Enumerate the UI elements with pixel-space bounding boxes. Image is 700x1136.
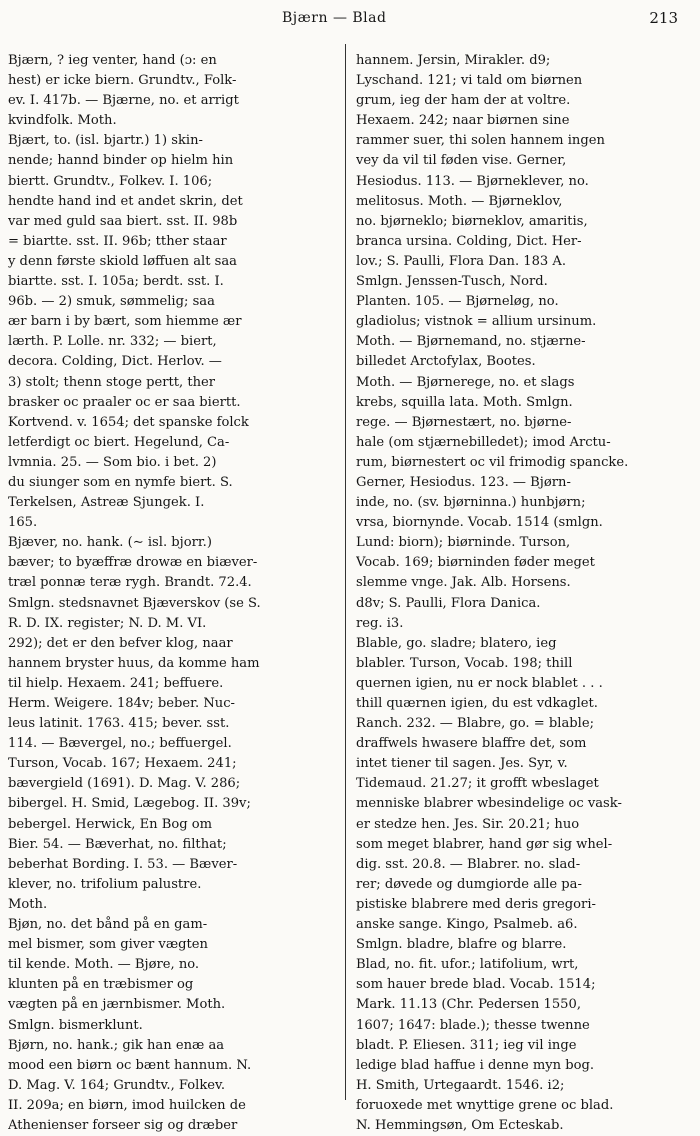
text-line: draffwels hwasere blaffre det, som <box>356 736 587 752</box>
text-line: Bjørn, no. hank.; gik han enæ aa <box>8 1037 225 1053</box>
text-line: inde, no. (sv. bjørninna.) hunbjørn; <box>356 495 586 511</box>
text-line: pistiske blabrere med deris gregori- <box>356 896 596 912</box>
text-line: Lyschand. 121; vi tald om biørnen <box>356 73 583 89</box>
text-line: som meget blabrer, hand gør sig whel- <box>356 836 613 852</box>
text-line: var med guld saa biert. sst. II. 98b <box>8 213 238 229</box>
text-line: du siunger som en nymfe biert. S. <box>8 474 233 490</box>
text-line: vey da vil til føden vise. Gerner, <box>356 153 567 169</box>
text-line: Smlgn. Jenssen-Tusch, Nord. <box>356 274 548 290</box>
text-line: d8v; S. Paulli, Flora Danica. <box>356 595 541 611</box>
text-line: foruoxede met wnyttige grene oc blad. <box>356 1097 614 1113</box>
text-line: Herm. Weigere. 184v; beber. Nuc- <box>8 696 235 711</box>
text-line: brasker oc praaler oc er saa biertt. <box>8 394 241 410</box>
text-line: 292); det er den befver klog, naar <box>8 635 233 651</box>
text-line: vrsa, biornynde. Vocab. 1514 (smlgn. <box>356 515 603 531</box>
text-line: Athenienser forseer sig og dræber <box>8 1117 238 1133</box>
text-line: hendte hand ind et andet skrin, det <box>8 193 243 209</box>
text-line: hannem. Jersin, Mirakler. d9; <box>356 53 551 68</box>
text-line: træl ponnæ teræ rygh. Brandt. 72.4. <box>8 575 252 591</box>
text-line: bibergel. H. Smid, Lægebog. II. 39v; <box>8 796 251 812</box>
text-line: ev. I. 417b. — Bjærne, no. et arrigt <box>8 93 239 109</box>
text-line: reg. i3. <box>356 615 404 631</box>
text-line: thill quærnen igien, du est vdkaglet. <box>356 696 598 711</box>
text-line: lærth. P. Lolle. nr. 332; — biert, <box>8 334 217 350</box>
text-line: no. bjørneklo; biørneklov, amaritis, <box>356 213 588 229</box>
text-line: Tidemaud. 21.27; it grofft wbeslaget <box>356 776 599 792</box>
text-line: Mark. 11.13 (Chr. Pedersen 1550, <box>356 997 581 1013</box>
text-line: til hielp. Hexaem. 241; beffuere. <box>8 675 224 691</box>
text-line: Lund: biorn); biørninde. Turson, <box>356 535 571 551</box>
page-number: 213 <box>649 9 678 27</box>
text-line: blabler. Turson, Vocab. 198; thill <box>356 655 573 671</box>
text-line: D. Mag. V. 164; Grundtv., Folkev. <box>8 1077 226 1093</box>
text-line: Bjært, to. (isl. bjartr.) 1) skin- <box>8 133 203 149</box>
text-line: klever, no. trifolium palustre. <box>8 876 202 892</box>
text-line: menniske blabrer wbesindelige oc vask- <box>356 796 622 812</box>
text-line: Smlgn. bismerklunt. <box>8 1017 143 1033</box>
text-line: bladt. P. Eliesen. 311; ieg vil inge <box>356 1037 577 1053</box>
text-line: Ranch. 232. — Blabre, go. = blable; <box>356 716 594 732</box>
text-line: biartte. sst. I. 105a; berdt. sst. I. <box>8 274 224 290</box>
text-line: rum, biørnestert oc vil frimodig spancke. <box>356 454 629 470</box>
text-line: beberhat Bording. I. 53. — Bæver- <box>8 856 238 872</box>
text-line: Bjøn, no. det bånd på en gam- <box>8 917 208 933</box>
text-line: Gerner, Hesiodus. 123. — Bjørn- <box>356 474 571 490</box>
text-line: grum, ieg der ham der at voltre. <box>356 93 571 109</box>
text-line: Bjæver, no. hank. (∼ isl. bjorr.) <box>8 535 212 551</box>
running-head: Bjærn — Blad <box>282 10 387 26</box>
text-line: y denn første skiold løffuen alt saa <box>8 253 237 269</box>
text-line: Vocab. 169; biørninden føder meget <box>356 555 595 571</box>
column-divider <box>345 44 346 1100</box>
text-line: 1607; 1647: blade.); thesse twenne <box>356 1017 590 1033</box>
text-line: Smlgn. bladre, blafre og blarre. <box>356 937 567 953</box>
text-line: som hauer brede blad. Vocab. 1514; <box>356 977 596 993</box>
text-line: lov.; S. Paulli, Flora Dan. 183 A. <box>356 253 567 269</box>
text-line: 165. <box>8 515 38 531</box>
text-line: Blad, no. fit. ufor.; latifolium, wrt, <box>356 957 579 973</box>
text-line: rammer suer, thi solen hannem ingen <box>356 133 605 149</box>
text-line: 96b. — 2) smuk, sømmelig; saa <box>8 294 215 310</box>
text-line: letferdigt oc biert. Hegelund, Ca- <box>8 434 230 450</box>
left-column <box>8 51 340 1136</box>
text-line: intet tiener til sagen. Jes. Syr, v. <box>356 756 568 772</box>
text-line: R. D. IX. register; N. D. M. VI. <box>8 615 207 631</box>
text-line: Terkelsen, Astreæ Sjungek. I. <box>8 495 205 511</box>
text-line: klunten på en træbismer og <box>8 977 194 993</box>
text-line: Moth. — Bjørnerege, no. et slags <box>356 374 575 390</box>
text-line: Moth. <box>8 896 48 912</box>
text-line: Moth. — Bjørnemand, no. stjærne- <box>356 334 586 350</box>
text-line: Turson, Vocab. 167; Hexaem. 241; <box>8 756 237 772</box>
text-line: hannem bryster huus, da komme ham <box>8 655 260 671</box>
text-line: krebs, squilla lata. Moth. Smlgn. <box>356 394 573 410</box>
text-line: Planten. 105. — Bjørneløg, no. <box>356 294 559 310</box>
text-line: II. 209a; en biørn, imod huilcken de <box>8 1097 246 1113</box>
text-line: rege. — Bjørnestært, no. bjørne- <box>356 414 572 430</box>
text-line: mood een biørn oc bænt hannum. N. <box>8 1057 252 1073</box>
text-line: til kende. Moth. — Bjøre, no. <box>8 957 200 973</box>
text-line: anske sange. Kingo, Psalmeb. a6. <box>356 917 578 933</box>
text-line: Bjærn, ? ieg venter, hand (ɔ: en <box>8 53 217 68</box>
text-line: dig. sst. 20.8. — Blabrer. no. slad- <box>356 856 581 872</box>
text-line: H. Smith, Urtegaardt. 1546. i2; <box>356 1077 565 1093</box>
text-line: gladiolus; vistnok = allium ursinum. <box>356 314 597 330</box>
text-line: hale (om stjærnebilledet); imod Arctu- <box>356 434 611 450</box>
text-line: mel bismer, som giver vægten <box>8 937 208 953</box>
text-line: = biartte. sst. II. 96b; tther staar <box>8 233 227 249</box>
text-line: Hexaem. 242; naar biørnen sine <box>356 113 570 129</box>
text-line: biertt. Grundtv., Folkev. I. 106; <box>8 173 213 189</box>
text-line: nende; hannd binder op hielm hin <box>8 153 234 169</box>
text-line: lvmnia. 25. — Som bio. i bet. 2) <box>8 454 217 470</box>
text-line: Blable, go. sladre; blatero, ieg <box>356 635 557 651</box>
text-line: Bier. 54. — Bæverhat, no. filthat; <box>8 836 227 852</box>
right-column <box>356 51 689 1136</box>
text-line: slemme vnge. Jak. Alb. Horsens. <box>356 575 571 591</box>
text-line: Hesiodus. 113. — Bjørneklever, no. <box>356 173 589 189</box>
text-line: Kortvend. v. 1654; det spanske folck <box>8 414 249 430</box>
text-line: Smlgn. stedsnavnet Bjæverskov (se S. <box>8 595 261 611</box>
text-line: leus latinit. 1763. 415; bever. sst. <box>8 716 230 732</box>
text-line: billedet Arctofylax, Bootes. <box>356 354 536 370</box>
text-line: ledige blad haffue i denne myn bog. <box>356 1057 595 1073</box>
text-line: N. Hemmingsøn, Om Ecteskab. <box>356 1117 564 1133</box>
text-line: vægten på en jærnbismer. Moth. <box>8 997 226 1013</box>
text-line: 114. — Bævergel, no.; beffuergel. <box>8 736 232 752</box>
text-line: rer; døvede og dumgiorde alle pa- <box>356 876 582 892</box>
text-line: branca ursina. Colding, Dict. Her- <box>356 233 582 249</box>
text-line: bebergel. Herwick, En Bog om <box>8 816 213 832</box>
text-line: bæver; to byæffræ drowæ en biæver- <box>8 555 258 571</box>
text-line: hest) er icke biern. Grundtv., Folk- <box>8 73 237 89</box>
text-line: kvindfolk. Moth. <box>8 113 117 129</box>
text-line: melitosus. Moth. — Bjørneklov, <box>356 193 563 209</box>
text-line: ær barn i by bært, som hiemme ær <box>8 314 242 330</box>
text-line: bævergield (1691). D. Mag. V. 286; <box>8 776 241 792</box>
text-line: er stedze hen. Jes. Sir. 20.21; huo <box>356 816 580 832</box>
text-line: decora. Colding, Dict. Herlov. — <box>8 354 222 370</box>
text-line: 3) stolt; thenn stoge pertt, ther <box>8 374 216 390</box>
text-line: quernen igien, nu er nock blablet . . . <box>356 675 603 691</box>
